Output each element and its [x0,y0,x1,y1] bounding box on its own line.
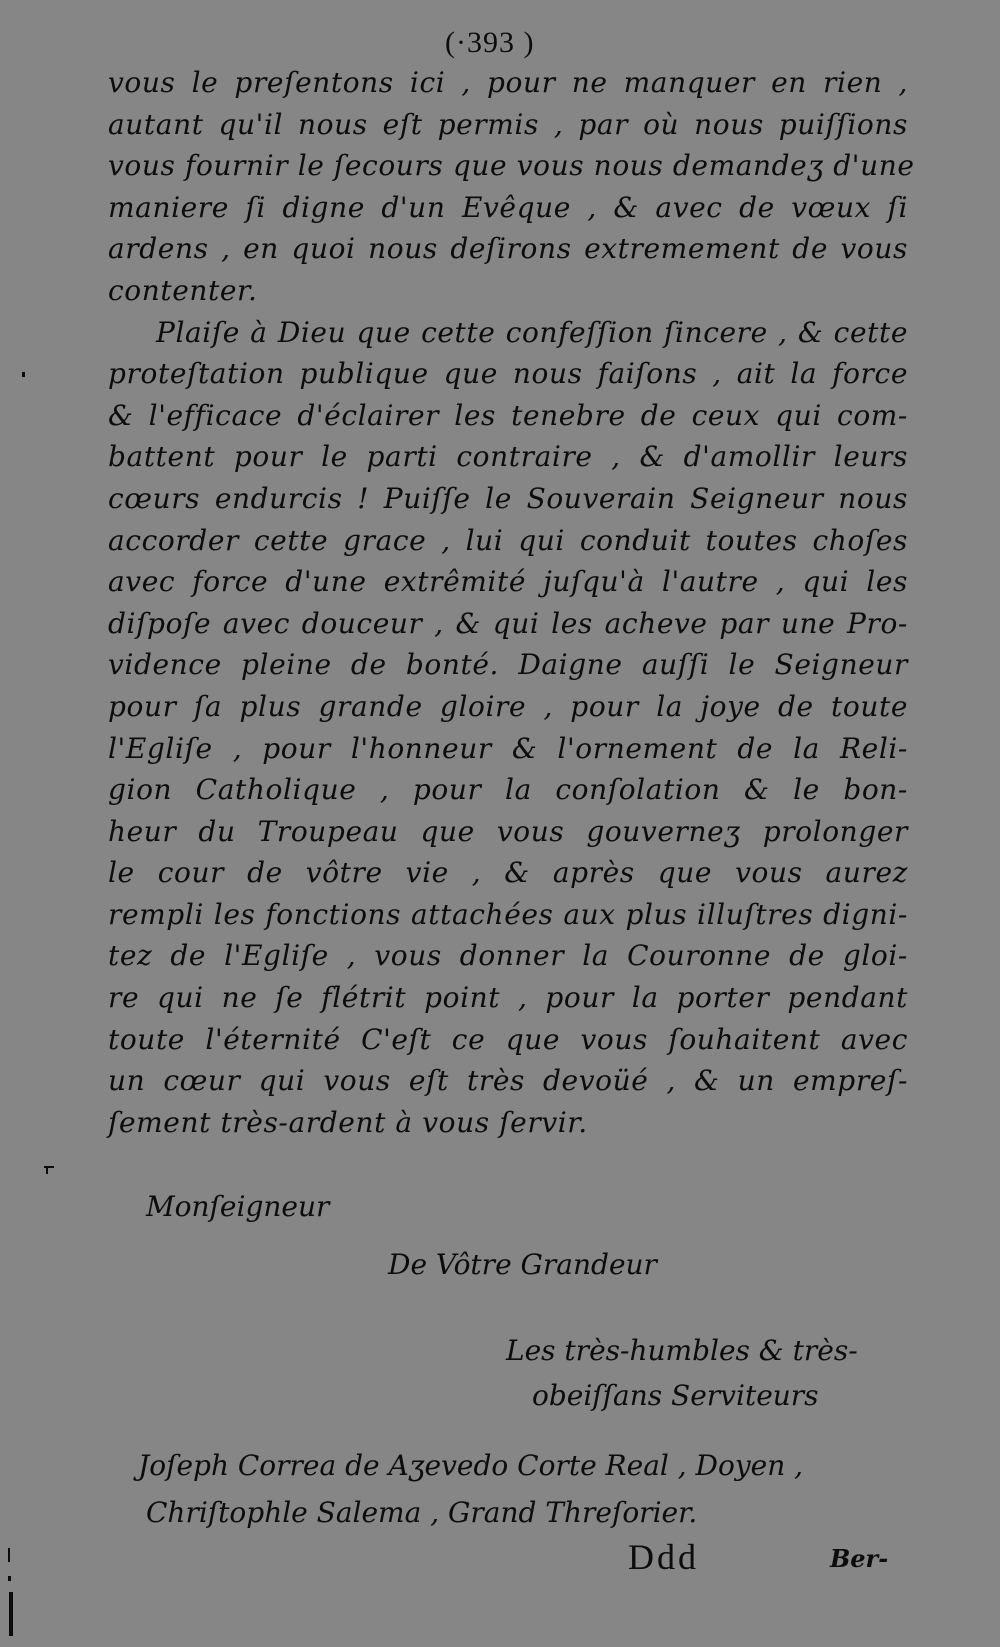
text-line: proteſtation publique que nous faiſons , ait la force [108,357,908,391]
text-line: cœurs endurcis ! Puiſſe le Souverain Seigneur nous [108,481,908,515]
text-line: accorder cette grace , lui qui conduit toutes choſes [108,523,908,557]
text-line: re qui ne ſe flétrit point , pour la porter pendant [108,981,908,1015]
signatory-2: Chriſtophle Salema , Grand Threſorier. [146,1496,698,1529]
text-line: pour ſa plus grande gloire , pour la joye de toute [108,689,908,723]
scan-speck [8,1576,11,1581]
signoff-line-1: Les très-humbles & très- [506,1334,858,1367]
text-line: contenter. [108,273,258,307]
text-line: toute l'éternité C'eſt ce que vous ſouhaitent avec [108,1022,908,1056]
catchword: Ber- [830,1544,889,1573]
text-line: diſpoſe avec douceur , & qui les acheve par une Pro- [108,606,908,640]
signoff-line-2: obeiſſans Serviteurs [532,1379,819,1412]
text-line: vous le preſentons ici , pour ne manquer en rien , [108,66,908,99]
body-text [108,62,915,1143]
text-line: gion Catholique , pour la conſolation & le bon- [108,773,908,807]
scan-speck [46,1166,48,1174]
scan-speck [9,1592,13,1636]
dedication: De Vôtre Grandeur [388,1248,657,1281]
signature-mark: Ddd [628,1537,699,1577]
text-line: l'Egliſe , pour l'honneur & l'ornement de la Reli- [108,731,908,765]
signatory-1: Joſeph Correa de Aʒevedo Corte Real , Doyen , [138,1449,804,1482]
text-line: autant qu'il nous eſt permis , par où nous puiſſions [108,107,908,141]
text-line: & l'efficace d'éclairer les tenebre de ceux qui com- [108,398,908,432]
scan-speck [8,1548,10,1562]
text-line: ſement très-ardent à vous ſervir. [108,1105,588,1139]
salutation: Monſeigneur [146,1190,330,1223]
text-line: rempli les fonctions attachées aux plus illuſtres digni- [108,897,908,931]
text-line: tez de l'Egliſe , vous donner la Couronne de gloi- [108,939,908,973]
text-line: avec force d'une extrêmité juſqu'à l'autre , qui les [108,565,908,599]
text-line: maniere ſi digne d'un Evêque , & avec de vœux ſi [108,190,908,224]
text-line: ardens , en quoi nous deſirons extremement de vous [108,232,908,266]
text-line: heur du Troupeau que vous gouverneʒ prolonger [108,814,908,848]
text-line: le cour de vôtre vie , & après que vous aurez [108,856,908,890]
text-line: un cœur qui vous eſt très devoüé , & un empreſ- [108,1064,908,1098]
text-line: battent pour le parti contraire , & d'amollir leurs [108,440,908,474]
text-line: Plaiſe à Dieu que cette confeſſion ſincere , & cette [156,315,908,349]
text-line: vous fournir le ſecours que vous nous demandeʒ d'une [108,149,915,183]
text-line: vidence pleine de bonté. Daigne auſſi le Seigneur [108,648,908,682]
page-number: (·393 ) [445,26,535,59]
scan-speck [22,372,25,377]
